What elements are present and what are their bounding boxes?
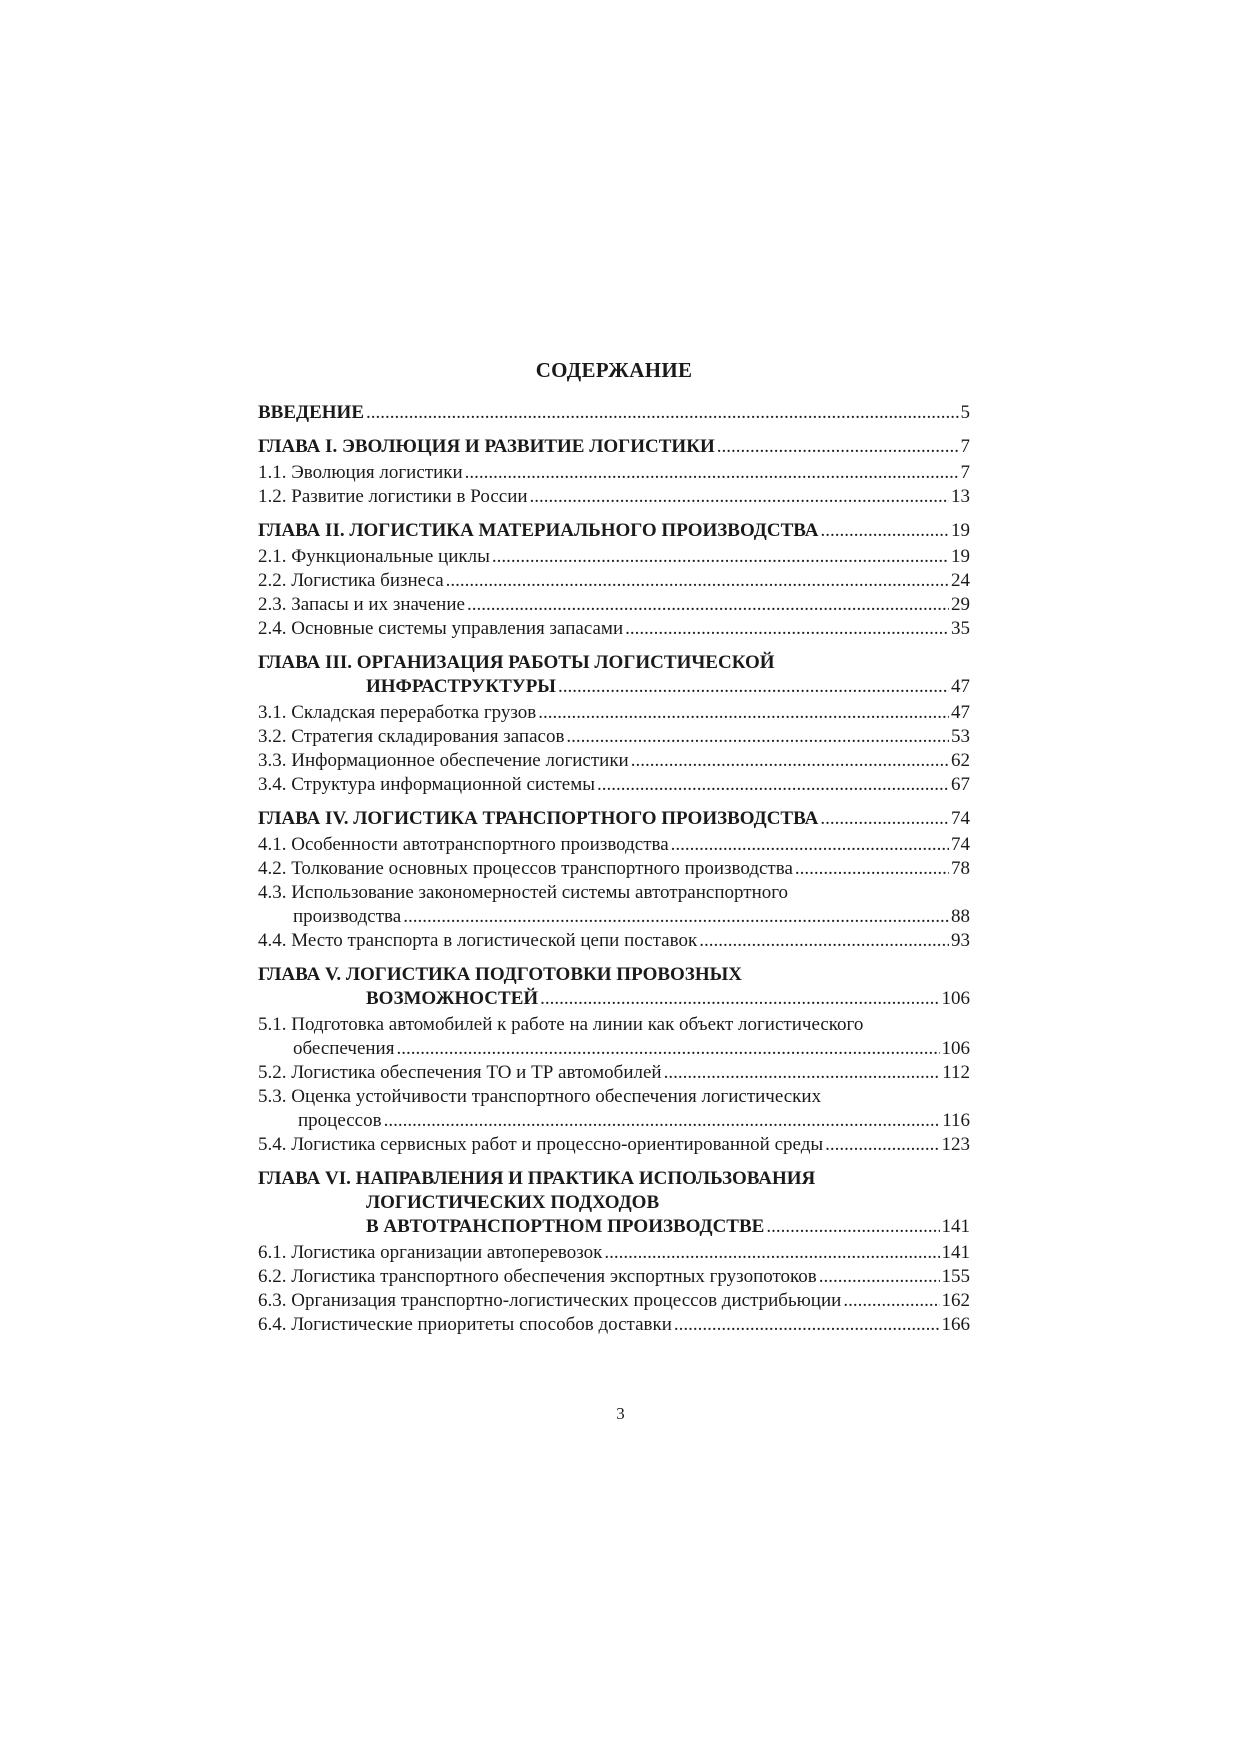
section-label-line[interactable]: 5.1. Подготовка автомобилей к работе на линии как объект логистического: [258, 1014, 864, 1035]
leader-dots: [540, 987, 939, 1011]
leader-dots: [825, 1133, 939, 1157]
section-label: 1.1. Эволюция логистики: [258, 462, 463, 483]
chapter-title-line[interactable]: ГЛАВА V. ЛОГИСТИКА ПОДГОТОВКИ ПРОВОЗНЫХ: [258, 964, 742, 985]
leader-dots: [766, 1215, 939, 1239]
toc-page-number: 106: [941, 1038, 970, 1059]
leader-dots: [671, 833, 949, 857]
section-entry[interactable]: [258, 461, 970, 485]
section-label-line[interactable]: 4.3. Использование закономерностей системы автотранспортного: [258, 882, 789, 903]
section-entry[interactable]: [258, 725, 970, 749]
toc-page-number: 106: [941, 988, 970, 1009]
leader-dots: [467, 593, 949, 617]
toc-label: ВВЕДЕНИЕ: [258, 402, 364, 423]
section-label: 3.4. Структура информационной системы: [258, 774, 596, 795]
section-entry[interactable]: [258, 1037, 970, 1061]
toc-page-number: 93: [951, 930, 970, 951]
section-entry[interactable]: [258, 1289, 970, 1313]
section-label-line[interactable]: 5.3. Оценка устойчивости транспортного обеспечения логистических: [258, 1086, 822, 1107]
chapter-title: ГЛАВА II. ЛОГИСТИКА МАТЕРИАЛЬНОГО ПРОИЗВОДСТВА: [258, 520, 819, 541]
leader-dots: [446, 569, 949, 593]
chapter-title: ВОЗМОЖНОСТЕЙ: [366, 988, 539, 1009]
chapter-4: [258, 807, 970, 831]
toc-row[interactable]: [258, 401, 970, 425]
chapter-6: [258, 1167, 970, 1239]
section-entry[interactable]: [258, 1061, 970, 1085]
leader-dots: [843, 1289, 939, 1313]
toc-page-number: 74: [951, 808, 970, 829]
section-entry[interactable]: [258, 569, 970, 593]
section-label: 4.1. Особенности автотранспортного производства: [258, 834, 669, 855]
toc-page-number: 162: [941, 1290, 970, 1311]
section-entry[interactable]: [258, 1241, 970, 1265]
chapter-heading[interactable]: [258, 675, 970, 699]
table-of-contents: [258, 358, 970, 1337]
leader-dots: [366, 401, 959, 425]
section-entry[interactable]: [258, 1133, 970, 1157]
toc-page-number: 155: [941, 1266, 970, 1287]
section-label: 2.3. Запасы и их значение: [258, 594, 465, 615]
chapter-title: В АВТОТРАНСПОРТНОМ ПРОИЗВОДСТВЕ: [366, 1216, 765, 1237]
leader-dots: [465, 461, 959, 485]
toc-page-number: 7: [960, 436, 970, 457]
toc-page-number: 78: [951, 858, 970, 879]
toc-page-number: 112: [942, 1062, 970, 1083]
leader-dots: [674, 1313, 940, 1337]
leader-dots: [492, 545, 949, 569]
chapter-heading[interactable]: [258, 435, 970, 459]
page-number: 3: [616, 1404, 625, 1423]
leader-dots: [538, 701, 949, 725]
toc-page-number: 35: [951, 618, 970, 639]
section-label: 6.4. Логистические приоритеты способов доставки: [258, 1314, 672, 1335]
section-label: производства: [293, 906, 402, 927]
introduction-entry: [258, 401, 970, 425]
toc-page-number: 29: [951, 594, 970, 615]
section-label: 1.2. Развитие логистики в России: [258, 486, 528, 507]
section-label: 5.4. Логистика сервисных работ и процессно-ориентированной среды: [258, 1134, 824, 1155]
section-entry[interactable]: [258, 773, 970, 797]
chapter-heading[interactable]: [258, 807, 970, 831]
leader-dots: [699, 929, 949, 953]
chapter-title-line[interactable]: ЛОГИСТИЧЕСКИХ ПОДХОДОВ: [366, 1192, 660, 1213]
leader-dots: [604, 1241, 939, 1265]
toc-page-number: 7: [960, 462, 970, 483]
section-label: 5.2. Логистика обеспечения ТО и ТР автомобилей: [258, 1062, 662, 1083]
section-entry[interactable]: [258, 1265, 970, 1289]
section-entry[interactable]: [258, 593, 970, 617]
section-label: 6.1. Логистика организации автоперевозок: [258, 1242, 603, 1263]
section-label: 6.2. Логистика транспортного обеспечения экспортных грузопотоков: [258, 1266, 817, 1287]
leader-dots: [384, 1109, 941, 1133]
section-label: обеспечения: [293, 1038, 395, 1059]
toc-page-number: 19: [951, 520, 970, 541]
section-label: 2.1. Функциональные циклы: [258, 546, 490, 567]
toc-page-number: 19: [951, 546, 970, 567]
leader-dots: [625, 617, 949, 641]
toc-page-number: 5: [960, 402, 970, 423]
section-label: 3.1. Складская переработка грузов: [258, 702, 537, 723]
chapter-3: [258, 651, 970, 699]
toc-page-number: 141: [941, 1216, 970, 1237]
leader-dots: [631, 749, 949, 773]
chapter-heading[interactable]: [258, 519, 970, 543]
toc-page-number: 88: [951, 906, 970, 927]
toc-page-number: 116: [942, 1110, 970, 1131]
toc-page-number: 13: [951, 486, 970, 507]
section-entry[interactable]: [258, 701, 970, 725]
leader-dots: [558, 675, 949, 699]
chapter-title-line[interactable]: ГЛАВА VI. НАПРАВЛЕНИЯ И ПРАКТИКА ИСПОЛЬЗОВАНИЯ: [258, 1168, 816, 1189]
leader-dots: [403, 905, 949, 929]
section-entry[interactable]: [258, 929, 970, 953]
leader-dots: [530, 485, 949, 509]
section-entry[interactable]: [258, 545, 970, 569]
toc-page-number: 166: [941, 1314, 970, 1335]
chapter-heading[interactable]: [258, 1215, 970, 1239]
section-entry[interactable]: [258, 1109, 970, 1133]
section-entry[interactable]: [258, 749, 970, 773]
leader-dots: [597, 773, 949, 797]
section-label: 6.3. Организация транспортно-логистических процессов дистрибьюции: [258, 1290, 842, 1311]
chapter-title-line[interactable]: ГЛАВА III. ОРГАНИЗАЦИЯ РАБОТЫ ЛОГИСТИЧЕСКОЙ: [258, 652, 775, 673]
chapter-2: [258, 519, 970, 543]
section-label: 3.3. Информационное обеспечение логистики: [258, 750, 629, 771]
section-label: 4.4. Место транспорта в логистической цепи поставок: [258, 930, 698, 951]
toc-page-number: 123: [941, 1134, 970, 1155]
toc-page-number: 67: [951, 774, 970, 795]
toc-page-number: 74: [951, 834, 970, 855]
leader-dots: [819, 1265, 940, 1289]
chapter-title: ГЛАВА IV. ЛОГИСТИКА ТРАНСПОРТНОГО ПРОИЗВОДСТВА: [258, 808, 819, 829]
leader-dots: [396, 1037, 939, 1061]
section-entry[interactable]: [258, 485, 970, 509]
section-entry[interactable]: [258, 833, 970, 857]
toc-page-number: 62: [951, 750, 970, 771]
toc-page-number: 53: [951, 726, 970, 747]
chapter-5: [258, 963, 970, 1011]
toc-page-number: 47: [951, 702, 970, 723]
section-label: процессов: [298, 1110, 382, 1131]
chapter-1: [258, 435, 970, 459]
leader-dots: [717, 435, 959, 459]
toc-page-number: 47: [951, 676, 970, 697]
leader-dots: [566, 725, 949, 749]
chapter-heading[interactable]: [258, 987, 970, 1011]
chapter-title: ГЛАВА I. ЭВОЛЮЦИЯ И РАЗВИТИЕ ЛОГИСТИКИ: [258, 436, 715, 457]
section-label: 3.2. Стратегия складирования запасов: [258, 726, 565, 747]
section-label: 2.2. Логистика бизнеса: [258, 570, 444, 591]
leader-dots: [820, 519, 949, 543]
section-label: 4.2. Толкование основных процессов транспортного производства: [258, 858, 793, 879]
section-entry[interactable]: [258, 905, 970, 929]
section-entry[interactable]: [258, 857, 970, 881]
section-entry[interactable]: [258, 1313, 970, 1337]
leader-dots: [664, 1061, 941, 1085]
leader-dots: [820, 807, 949, 831]
toc-page-number: 24: [951, 570, 970, 591]
toc-page-number: 141: [941, 1242, 970, 1263]
page-title: СОДЕРЖАНИЕ: [535, 358, 693, 382]
section-entry[interactable]: [258, 617, 970, 641]
chapter-title: ИНФРАСТРУКТУРЫ: [366, 676, 556, 697]
leader-dots: [795, 857, 949, 881]
section-label: 2.4. Основные системы управления запасами: [258, 618, 624, 639]
